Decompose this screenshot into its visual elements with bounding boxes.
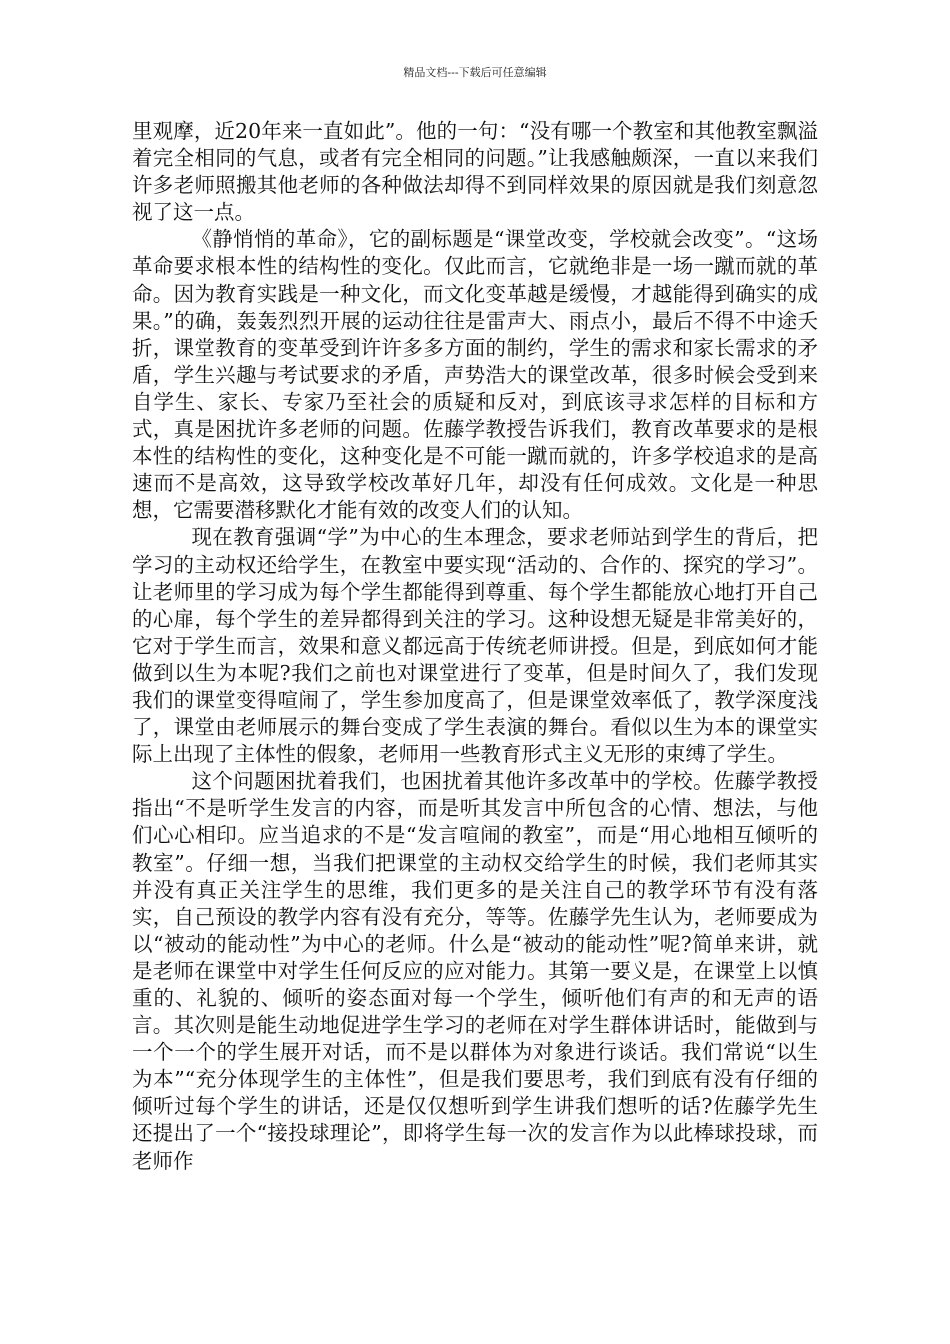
page-header: 精品文档---下载后可任意编辑 <box>403 66 547 79</box>
paragraph-3: 现在教育强调“学”为中心的生本理念，要求老师站到学生的背后，把学习的主动权还给学生，在教室中要实现“活动的、合作的、探究的学习”。让老师里的学习成为每个学生都能得到尊重、每个学生都能放心地打开自己的心扉，每个学生的差异都得到关注的学习。这种设想无疑是非常美好的，它对于学生而言，效果和意义都远高于传统老师讲授。但是，到底如何才能做到以生为本呢?我们之前也对课堂进行了变革，但是时间久了，我们发现我们的课堂变得喧闹了，学生参加度高了，但是课堂效率低了，教学深度浅了，课堂由老师展示的舞台变成了学生表演的舞台。看似以生为本的课堂实际上出现了主体性的假象，老师用一些教育形式主义无形的束缚了学生。 <box>132 525 818 767</box>
body-text <box>132 118 818 1175</box>
paragraph-2: 《静悄悄的革命》，它的副标题是“课堂改变，学校就会改变”。“这场革命要求根本性的结构性的变化。仅此而言，它就绝非是一场一蹴而就的革命。因为教育实践是一种文化，而文化变革越是缓慢，才越能得到确实的成果。”的确，轰轰烈烈开展的运动往往是雷声大、雨点小，最后不得不中途夭折，课堂教育的变革受到许许多多方面的制约，学生的需求和家长需求的矛盾，学生兴趣与考试要求的矛盾，声势浩大的课堂改革，很多时候会受到来自学生、家长、专家乃至社会的质疑和反对，到底该寻求怎样的目标和方式，真是困扰许多老师的问题。佐藤学教授告诉我们，教育改革要求的是根本性的结构性的变化，这种变化是不可能一蹴而就的，许多学校追求的是高速而不是高效，这导致学校改革好几年，却没有任何成效。文化是一种思想，它需要潜移默化才能有效的改变人们的认知。 <box>132 227 818 523</box>
paragraph-1: 里观摩，近20年来一直如此”。他的一句：“没有哪一个教室和其他教室飘溢着完全相同的气息，或者有完全相同的问题。”让我感触颇深，一直以来我们许多老师照搬其他老师的各种做法却得不到同样效果的原因就是我们刻意忽视了这一点。 <box>132 119 818 225</box>
paragraph-4: 这个问题困扰着我们，也困扰着其他许多改革中的学校。佐藤学教授指出“不是听学生发言的内容，而是听其发言中所包含的心情、想法，与他们心心相印。应当追求的不是“发言喧闹的教室”，而是“用心地相互倾听的教室”。仔细一想，当我们把课堂的主动权交给学生的时候，我们老师其实并没有真正关注学生的思维，我们更多的是关注自己的教学环节有没有落实，自己预设的教学内容有没有充分，等等。佐藤学先生认为，老师要成为以“被动的能动性”为中心的老师。什么是“被动的能动性”呢?简单来讲，就是老师在课堂中对学生任何反应的应对能力。其第一要义是，在课堂上以慎重的、礼貌的、倾听的姿态面对每一个学生，倾听他们有声的和无声的语言。其次则是能生动地促进学生学习的老师在对学生群体讲话时，能做到与一个一个的学生展开对话，而不是以群体为对象进行谈话。我们常说“以生为本”“充分体现学生的主体性”，但是我们要思考，我们到底有没有仔细的倾听过每个学生的讲话，还是仅仅想听到学生讲我们想听的话?佐藤学先生还提出了一个“接投球理论”，即将学生每一次的发言作为以此棒球投球，而老师作 <box>132 769 818 1173</box>
